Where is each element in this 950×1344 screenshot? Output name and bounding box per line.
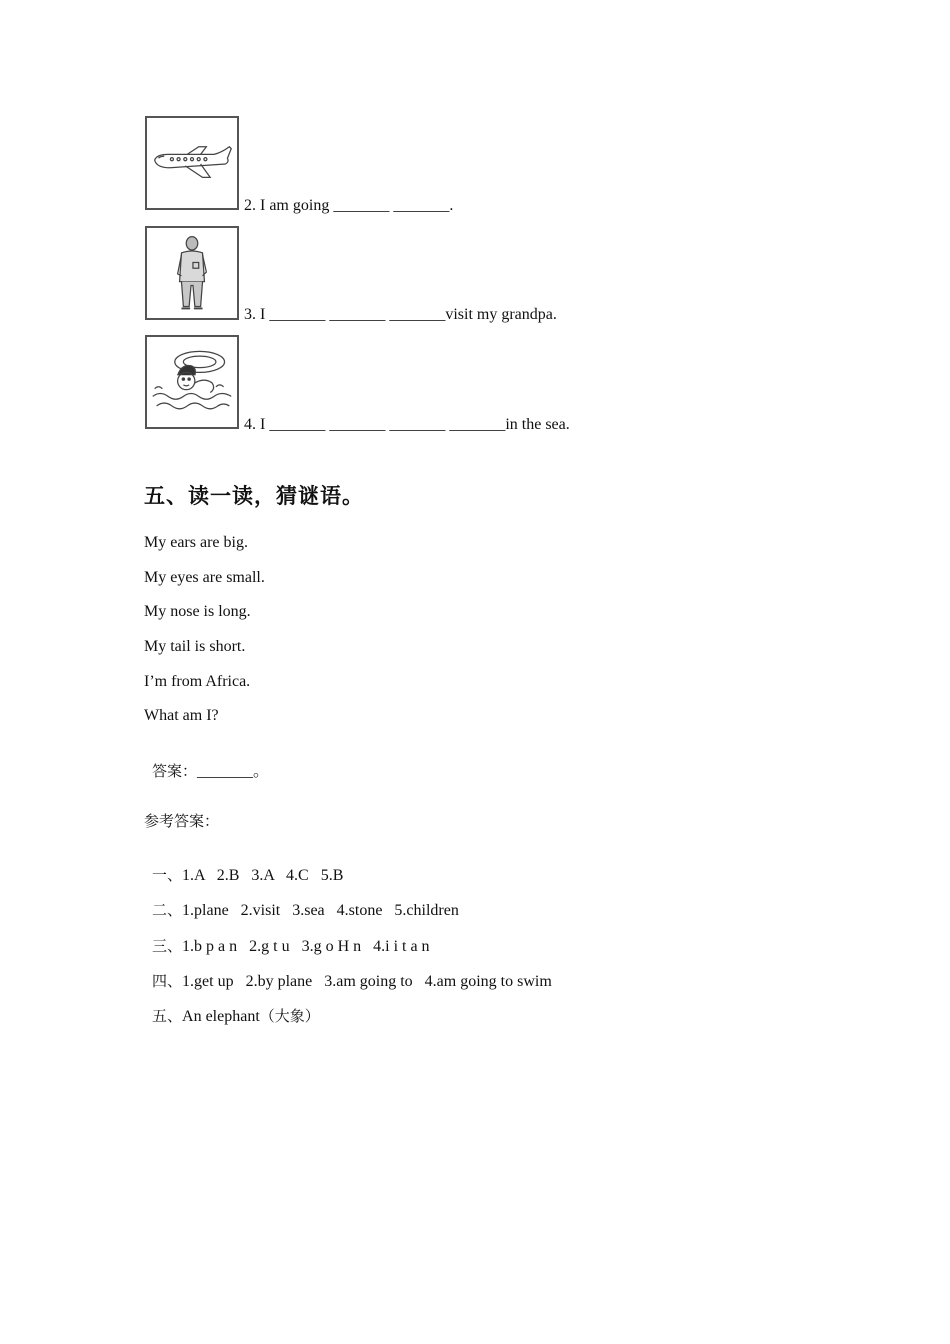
answer-row-5: [144, 986, 320, 1027]
answer-row-text: 1.plane 2.visit 3.sea 4.stone 5.children: [182, 902, 459, 919]
answer-row-2: [144, 880, 459, 921]
answer-row-text: 1.get up 2.by plane 3.am going to 4.am going to swim: [182, 973, 552, 990]
answer-row-number: 五、: [152, 1007, 183, 1025]
answer-label: 答案：: [152, 762, 198, 780]
answer-row-number: 二、: [152, 901, 183, 919]
answer-row-text: 1.b p a n 2.g t u 3.g o H n 4.i i t a n: [182, 938, 430, 955]
answer-row-number: 一、: [152, 866, 183, 884]
riddle-answer-line: [144, 741, 269, 782]
riddle-line-4: My tail is short.: [144, 638, 246, 655]
sentence-4: 4. I _______ _______ _______ _______in the sea.: [244, 416, 570, 433]
sentence-3: 3. I _______ _______ _______visit my grandpa.: [244, 306, 557, 323]
answers-title: 参考答案：: [144, 812, 220, 830]
riddle-line-5: I’m from Africa.: [144, 673, 251, 690]
sentence-2: 2. I am going _______ _______.: [244, 197, 454, 214]
answer-blank: _______。: [197, 763, 270, 780]
airplane-icon: [147, 118, 237, 208]
riddle-line-6: What am I?: [144, 707, 219, 724]
section-5-heading: 五、读一读，猜谜语。: [144, 484, 364, 508]
answer-row-text: 1.A 2.B 3.A 4.C 5.B: [182, 867, 344, 884]
airplane-picture: [145, 116, 239, 210]
grandpa-picture: [145, 226, 239, 320]
riddle-line-3: My nose is long.: [144, 603, 251, 620]
answer-row-number: 三、: [152, 937, 183, 955]
riddle-line-2: My eyes are small.: [144, 569, 265, 586]
riddle-line-1: My ears are big.: [144, 534, 248, 551]
answer-row-text: An elephant: [182, 1008, 260, 1025]
answer-row-extra: （大象）: [259, 1007, 320, 1025]
answer-row-number: 四、: [152, 972, 183, 990]
swimming-picture: [145, 335, 239, 429]
grandpa-icon: [147, 228, 237, 318]
swimming-boy-icon: [147, 337, 237, 427]
